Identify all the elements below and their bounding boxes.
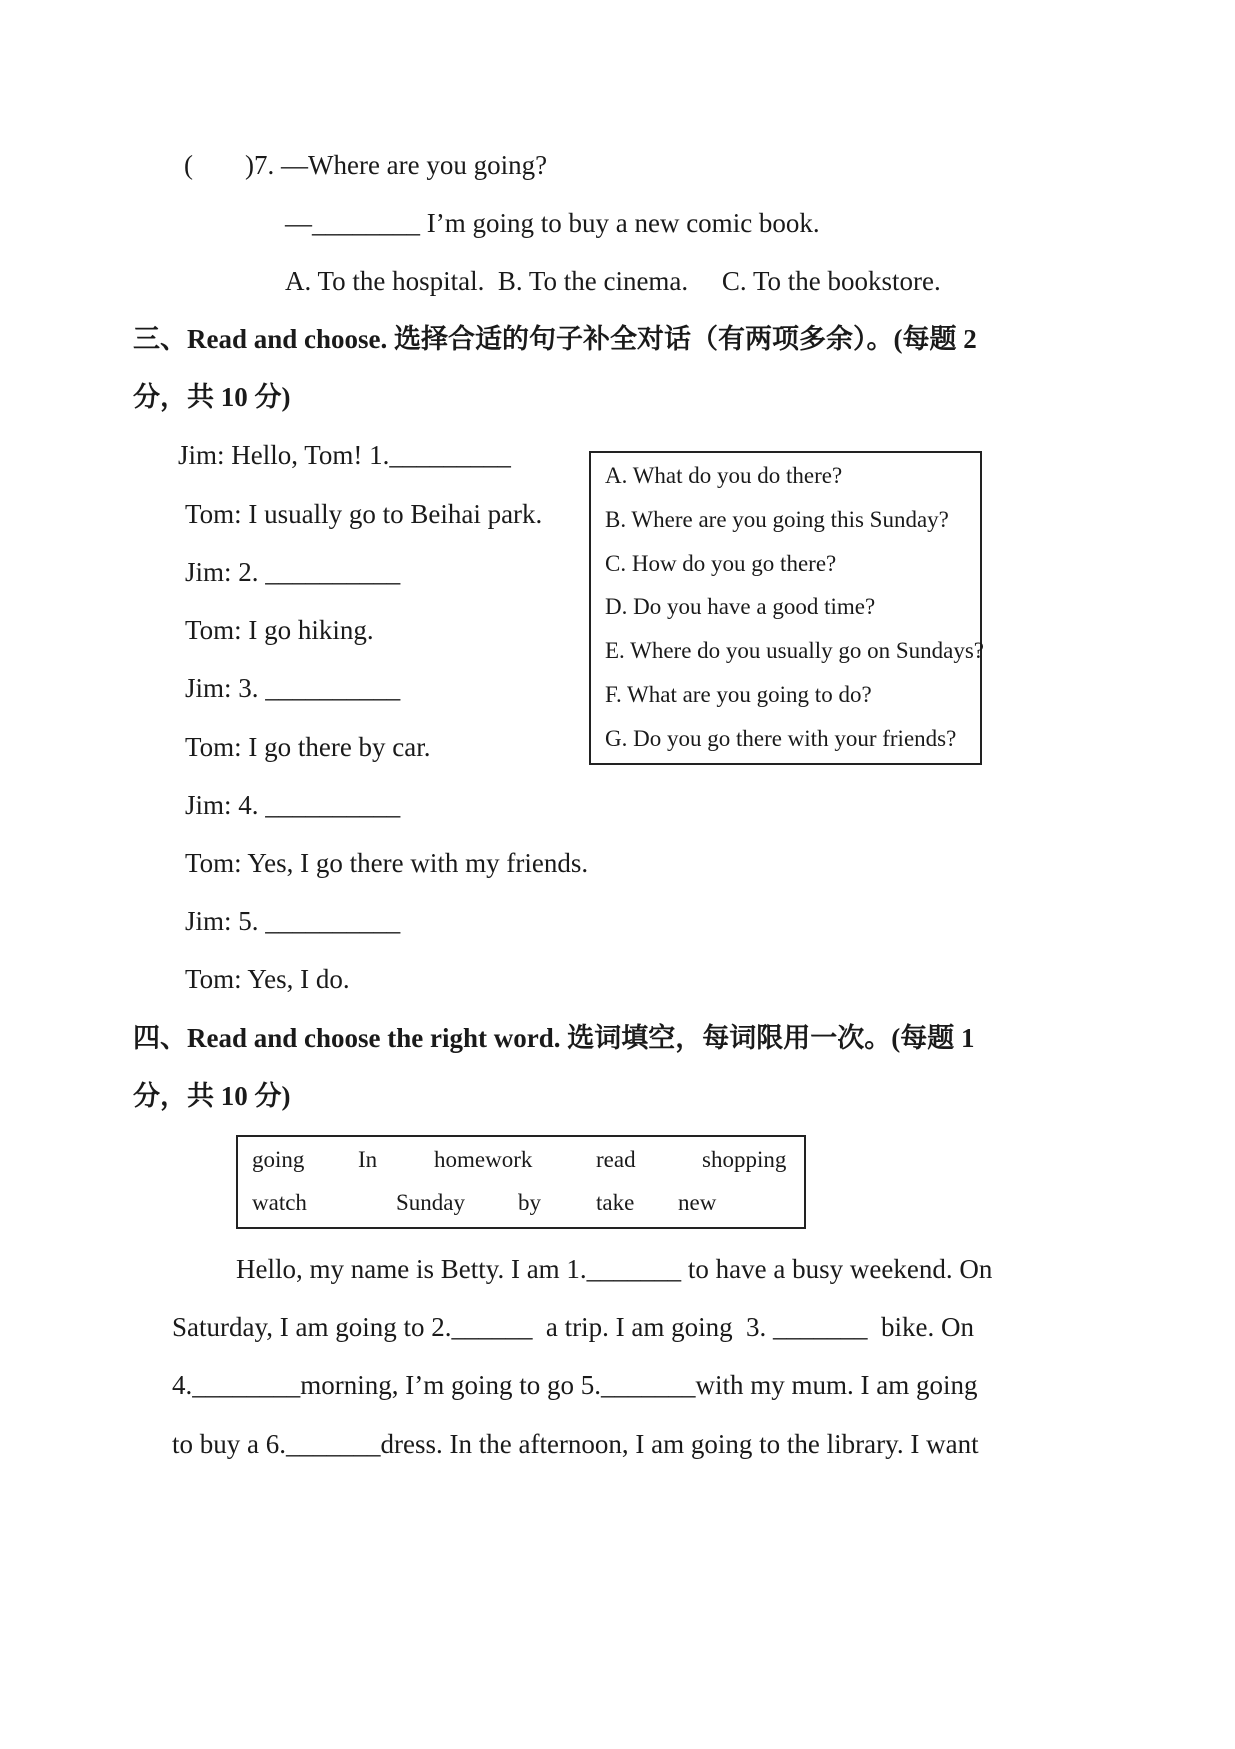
- passage-segment: dress. In the afternoon, I am going to the library. I want: [380, 1429, 979, 1459]
- q7-paren: (: [184, 150, 193, 180]
- option-g: G. Do you go there with your friends?: [605, 726, 957, 751]
- dialogue-line: Jim: 5. __________: [185, 906, 401, 936]
- q7-answer: —________ I’m going to buy a new comic book.: [285, 208, 820, 238]
- passage-segment: Saturday, I am going to 2.______: [172, 1312, 533, 1342]
- option-f: F. What are you going to do?: [605, 682, 872, 707]
- word-watch: watch: [252, 1190, 307, 1215]
- dialogue-line: Jim: 3. __________: [185, 673, 401, 703]
- dialogue-line: Jim: 2. __________: [185, 557, 401, 587]
- options-box: [589, 451, 985, 765]
- option-c: C. How do you go there?: [605, 551, 837, 576]
- passage-segment: to buy a 6._______: [172, 1429, 381, 1459]
- section3-heading-line2: 分，共 10 分): [133, 382, 291, 412]
- word-in: In: [358, 1147, 378, 1172]
- passage-line-4: [172, 1427, 979, 1461]
- section4-heading-line2: 分，共 10 分): [133, 1081, 291, 1111]
- section3-heading-line1: 三、Read and choose. 选择合适的句子补全对话（有两项多余）。(每题 2: [133, 324, 977, 354]
- passage-line-3: [172, 1368, 978, 1402]
- word-take: take: [596, 1190, 635, 1215]
- passage-segment: with my mum. I am going: [695, 1370, 978, 1400]
- passage-segment: a trip. I am going: [545, 1312, 733, 1342]
- passage-segment: 3. _______: [746, 1312, 868, 1342]
- dialogue-line: Tom: Yes, I go there with my friends.: [185, 848, 589, 878]
- word-shopping: shopping: [702, 1147, 787, 1172]
- word-going: going: [252, 1147, 305, 1172]
- option-e: E. Where do you usually go on Sundays?: [605, 638, 985, 663]
- dialogue-line: Tom: I go hiking.: [185, 615, 374, 645]
- dialogue-line: Tom: I go there by car.: [185, 732, 431, 762]
- passage-line-2: [172, 1310, 974, 1344]
- dialogue-line: Jim: 4. __________: [185, 790, 401, 820]
- word-box: [236, 1135, 806, 1229]
- passage-segment: 4.________: [172, 1370, 301, 1400]
- q7-question: )7. —Where are you going?: [245, 150, 548, 180]
- q7-options: A. To the hospital. B. To the cinema. C. To the bookstore.: [285, 266, 941, 296]
- option-d: D. Do you have a good time?: [605, 594, 876, 619]
- word-by: by: [518, 1190, 541, 1215]
- section4-heading-line1: 四、Read and choose the right word. 选词填空，每词限用一次。(每题 1: [133, 1023, 975, 1053]
- option-b: B. Where are you going this Sunday?: [605, 507, 949, 532]
- dialogue-line: Jim: Hello, Tom! 1._________: [178, 440, 511, 470]
- dialogue-line: Tom: I usually go to Beihai park.: [185, 499, 543, 529]
- word-read: read: [596, 1147, 636, 1172]
- passage-line-1: Hello, my name is Betty. I am 1._______ to have a busy weekend. On: [236, 1254, 993, 1284]
- option-a: A. What do you do there?: [605, 463, 843, 488]
- word-new: new: [678, 1190, 717, 1215]
- passage-segment: morning, I’m going to go 5._______: [300, 1370, 696, 1400]
- word-homework: homework: [434, 1147, 533, 1172]
- dialogue-line: Tom: Yes, I do.: [185, 964, 350, 994]
- passage-segment: bike. On: [880, 1312, 974, 1342]
- word-sunday: Sunday: [396, 1190, 465, 1215]
